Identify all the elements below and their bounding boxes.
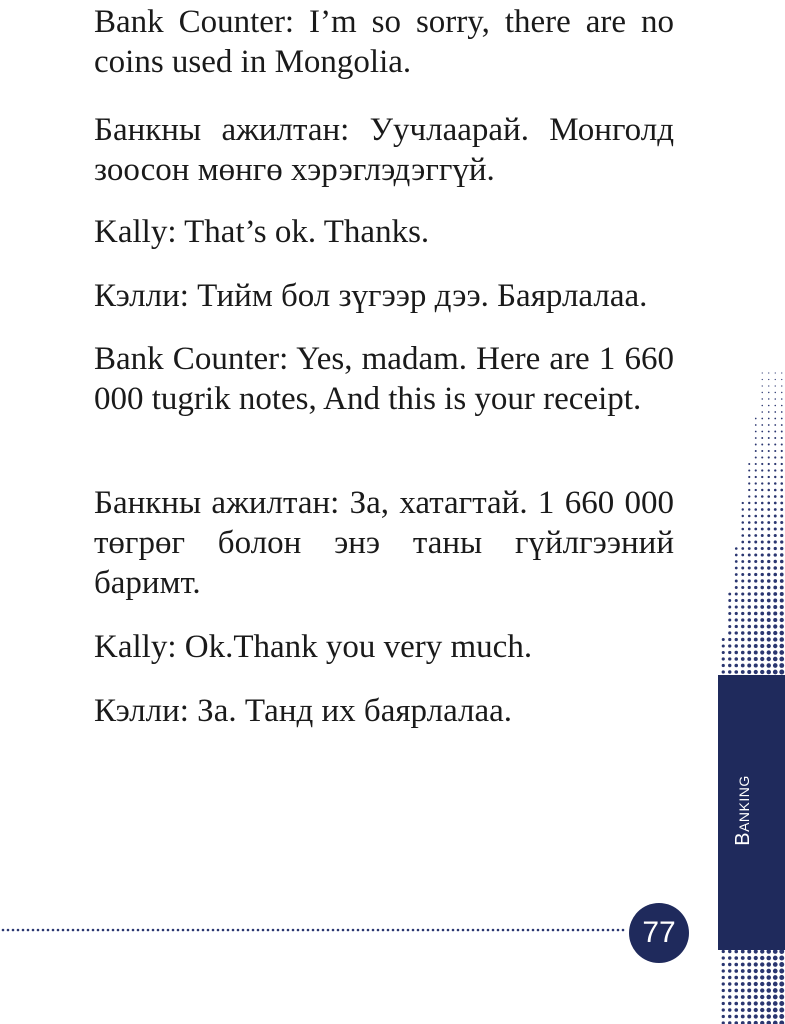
paragraph-3: Kally: That’s ok. Thanks. xyxy=(94,214,430,250)
page-number: 77 xyxy=(642,916,676,949)
paragraph-1: Bank Counter: I’m so sorry, there are no coins used in Mongolia. xyxy=(94,4,674,80)
paragraph-2: Банкны ажилтан: Уучлаарай. Монголд зоосон мөнгө хэрэглэдэггүй. xyxy=(94,112,674,188)
paragraph-7: Kally: Ok.Thank you very much. xyxy=(94,629,533,665)
paragraph-6: Банкны ажилтан: За, хатагтай. 1 660 000 төгрөг болон энэ таны гүйлгээний баримт. xyxy=(94,485,674,601)
chapter-title: Banking xyxy=(731,774,754,846)
paragraph-4: Кэлли: Тийм бол зүгээр дээ. Баярлалаа. xyxy=(94,278,648,314)
paragraph-5: Bank Counter: Yes, madam. Here are 1 660 000 tugrik notes, And this is your receipt. xyxy=(94,341,674,417)
footer-dotted-rule xyxy=(0,928,630,932)
paragraph-8: Кэлли: За. Танд их баярлалаа. xyxy=(94,693,513,729)
page-number-badge xyxy=(629,903,689,963)
chapter-tab xyxy=(718,740,768,880)
